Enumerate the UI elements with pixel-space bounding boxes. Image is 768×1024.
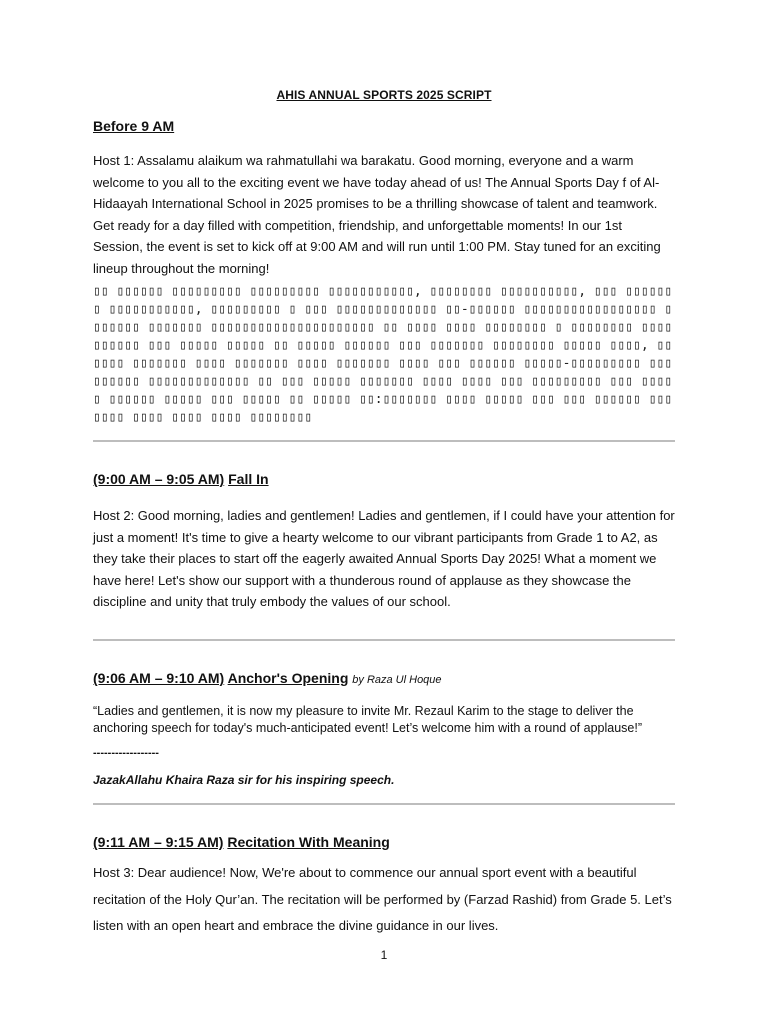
- bengali-paragraph: ▯▯ ▯▯▯▯▯▯ ▯▯▯▯▯▯▯▯▯ ▯▯▯▯▯▯▯▯▯ ▯▯▯▯▯▯▯▯▯▯▯, ▯▯▯▯▯▯▯▯ ▯▯▯▯▯▯▯▯▯▯, ▯▯▯ ▯▯▯▯▯▯▯ ▯▯▯▯▯▯▯▯▯▯▯, ▯▯▯▯▯▯▯▯▯ ▯ ▯▯▯ ▯▯▯▯▯▯▯▯▯▯▯▯▯ ▯▯-▯▯▯▯▯▯ ▯▯▯▯▯▯▯▯▯▯▯▯▯▯▯▯▯ ▯▯▯▯▯▯▯ ▯▯▯▯▯▯▯ ▯▯▯▯▯▯▯▯▯▯▯▯▯▯▯▯▯▯▯▯▯ ▯▯ ▯▯▯▯ ▯▯▯▯ ▯▯▯▯▯▯▯▯ ▯ ▯▯▯▯▯▯▯▯ ▯▯▯▯▯▯▯▯▯▯ ▯▯▯ ▯▯▯▯▯ ▯▯▯▯▯ ▯▯ ▯▯▯▯▯ ▯▯▯▯▯▯ ▯▯▯ ▯▯▯▯▯▯▯ ▯▯▯▯▯▯▯▯ ▯▯▯▯▯ ▯▯▯▯, ▯▯▯▯▯▯ ▯▯▯▯▯▯▯ ▯▯▯▯ ▯▯▯▯▯▯▯ ▯▯▯▯ ▯▯▯▯▯▯▯ ▯▯▯▯ ▯▯▯ ▯▯▯▯▯▯ ▯▯▯▯▯-▯▯▯▯▯▯▯▯▯ ▯▯▯ ▯▯▯▯▯▯ ▯▯▯▯▯▯▯▯▯▯▯▯▯ ▯▯ ▯▯▯ ▯▯▯▯▯ ▯▯▯▯▯▯▯ ▯▯▯▯ ▯▯▯▯ ▯▯▯ ▯▯▯▯▯▯▯▯▯ ▯▯▯ ▯▯▯▯▯ ▯▯▯▯▯▯ ▯▯▯▯▯ ▯▯▯ ▯▯▯▯▯ ▯▯ ▯▯▯▯▯ ▯▯:▯▯▯▯▯▯▯ ▯▯▯▯ ▯▯▯▯▯ ▯▯▯ ▯▯▯ ▯▯▯▯▯▯ ▯▯▯▯▯▯▯ ▯▯▯▯ ▯▯▯▯ ▯▯▯▯ ▯▯▯▯▯▯▯▯: [93, 284, 673, 425]
- before-9am-heading: Before 9 AM: [93, 118, 175, 134]
- page-number: 1: [380, 948, 388, 962]
- horizontal-divider: [93, 639, 675, 641]
- section-time: (9:06 AM – 9:10 AM): [93, 670, 225, 686]
- thanks-line: JazakAllahu Khaira Raza sir for his inspiring speech.: [93, 773, 395, 787]
- section-time: (9:00 AM – 9:05 AM): [93, 471, 225, 487]
- section-byline: by Raza Ul Hoque: [352, 674, 442, 686]
- fall-in-paragraph: Host 2: Good morning, ladies and gentlemen! Ladies and gentlemen, if I could have your attention for just a moment! It's time to give a hearty welcome to our vibrant participants from Grade 1 to A2, as they take their places to start off the eagerly awaited Annual Sports Day 2025! What a moment we have here! Let's show our support with a thunderous round of applause as they showcase the discipline and unity that truly embody the values of our school.: [93, 508, 675, 609]
- intro-paragraph: Host 1: Assalamu alaikum wa rahmatullahi wa barakatu. Good morning, everyone and a warm welcome to you all to the exciting event we have today ahead of us! The Annual Sports Day f of Al-Hidaayah International School in 2025 promises to be a thrilling showcase of talent and teamwork. Get ready for a day filled with competition, friendship, and unforgettable moments! In our 1st Session, the event is set to kick off at 9:00 AM and will run until 1:00 PM. Stay tuned for an exciting lineup throughout the morning!: [93, 153, 661, 276]
- section-title: Recitation With Meaning: [227, 834, 390, 850]
- section-heading-fall-in: [93, 471, 675, 487]
- dash-separator: ------------------: [93, 747, 159, 759]
- horizontal-divider: [93, 803, 675, 805]
- section-heading-anchor-opening: [93, 670, 675, 686]
- recitation-paragraph: Host 3: Dear audience! Now, We're about to commence our annual sport event with a beautiful recitation of the Holy Qur’an. The recitation will be performed by (Farzad Rashid) from Grade 5. Let’s listen with an open heart and embrace the divine guidance in our lives.: [93, 865, 672, 933]
- horizontal-divider: [93, 440, 675, 442]
- section-title: Fall In: [228, 471, 269, 487]
- anchor-quote: “Ladies and gentlemen, it is now my pleasure to invite Mr. Rezaul Karim to the stage to deliver the anchoring speech for today's much-anticipated event! Let’s welcome him with a round of applause!”: [93, 704, 642, 735]
- document-title: AHIS ANNUAL SPORTS 2025 SCRIPT: [276, 88, 492, 102]
- section-heading-recitation: [93, 834, 675, 850]
- section-time: (9:11 AM – 9:15 AM): [93, 834, 224, 850]
- section-title: Anchor's Opening: [227, 670, 349, 686]
